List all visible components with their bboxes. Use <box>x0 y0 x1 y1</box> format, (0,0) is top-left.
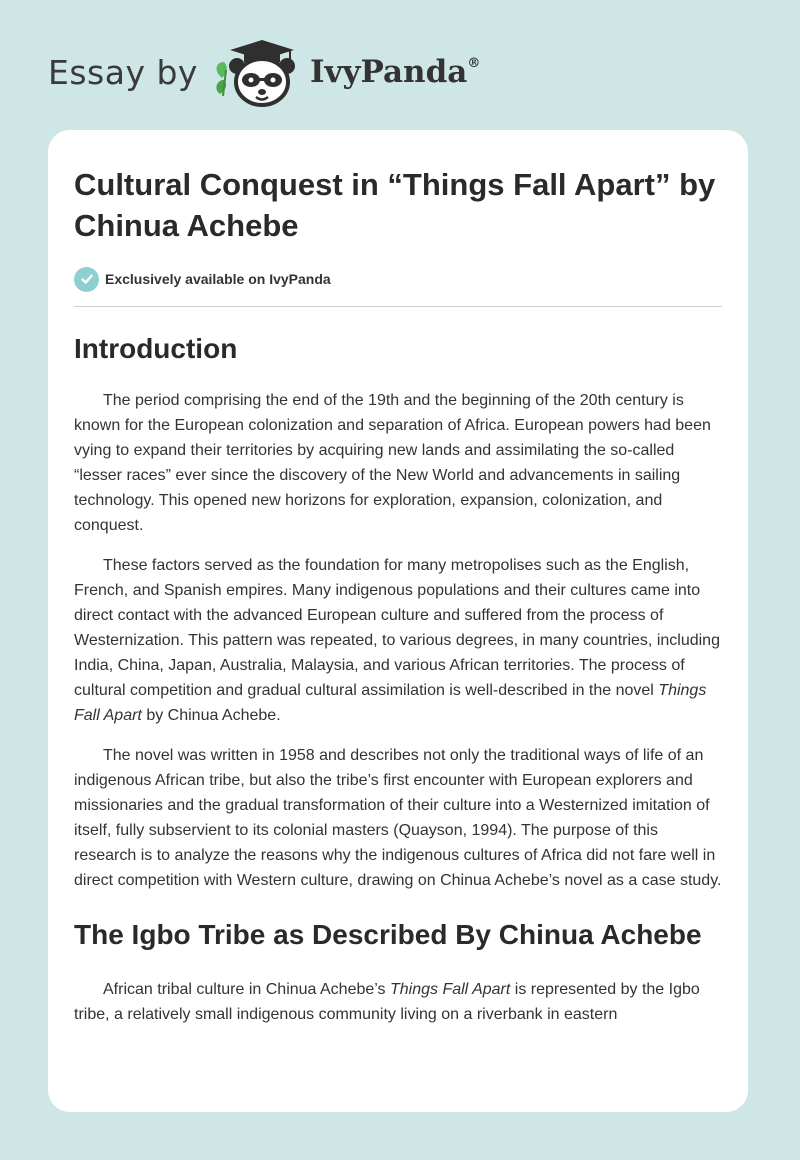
exclusive-text: Exclusively available on IvyPanda <box>105 271 331 287</box>
paragraph-text: African tribal culture in Chinua Achebe’s <box>103 981 390 998</box>
section-heading-introduction: Introduction <box>74 333 238 364</box>
essay-title: Cultural Conquest in “Things Fall Apart” by Chinua Achebe <box>74 167 716 243</box>
paragraph: The novel was written in 1958 and describes not only the traditional ways of life of an indigenous African tribe, but also the tribe’s first encounter with European explorers and missionaries and the gradual transformation of their culture into a Westernized imitation of itself, fully subservient to its colonial masters (Quayson, 1994). The purpose of this research is to analyze the reasons why the indigenous cultures of Africa did not fare well in direct competition with Western culture, drawing on Chinua Achebe’s novel as a case study. <box>74 747 722 889</box>
leaf-icon <box>216 62 226 96</box>
paragraph-text: These factors served as the foundation for many metropolises such as the English, French, and Spanish empires. Many indigenous populations and their cultures came into direct contact with the advanced European culture and suffered from the process of Westernization. This pattern was repeated, to various degrees, in many countries, including India, China, Japan, Australia, Malaysia, and various African territories. The process of cultural competition and gradual cultural assimilation is well-described in the novel <box>74 557 720 699</box>
site-header <box>48 36 568 108</box>
paragraph: The period comprising the end of the 19th and the beginning of the 20th century is known for the European colonization and separation of Africa. European powers had been vying to expand their territories by acquiring new lands and assimilating the so-called “lesser races” ever since the discovery of the New World and advancements in sailing technology. This opened new horizons for exploration, expansion, colonization, and conquest. <box>74 392 711 534</box>
paragraph <box>74 553 722 728</box>
exclusive-badge <box>74 266 722 292</box>
check-circle-icon <box>74 267 99 292</box>
paragraph-text: is represented by the Igbo tribe, a relatively small indigenous community living on a riverbank in eastern <box>74 981 700 1023</box>
brand-name[interactable] <box>310 54 480 90</box>
section-heading-igbo-tribe: The Igbo Tribe as Described By Chinua Achebe <box>74 919 702 950</box>
content-fade <box>48 1072 748 1112</box>
essay-card <box>48 130 748 1112</box>
book-title: Things Fall Apart <box>389 981 511 998</box>
book-title: Things Fall Apart <box>74 682 707 724</box>
paragraph <box>74 977 722 1027</box>
panda-graduate-icon[interactable] <box>210 36 306 108</box>
essay-by-label: Essay by <box>48 52 198 92</box>
divider <box>74 306 722 307</box>
paragraph-text: by Chinua Achebe. <box>141 707 281 724</box>
registered-mark: ® <box>467 55 481 71</box>
brand-text: IvyPanda <box>309 54 468 90</box>
